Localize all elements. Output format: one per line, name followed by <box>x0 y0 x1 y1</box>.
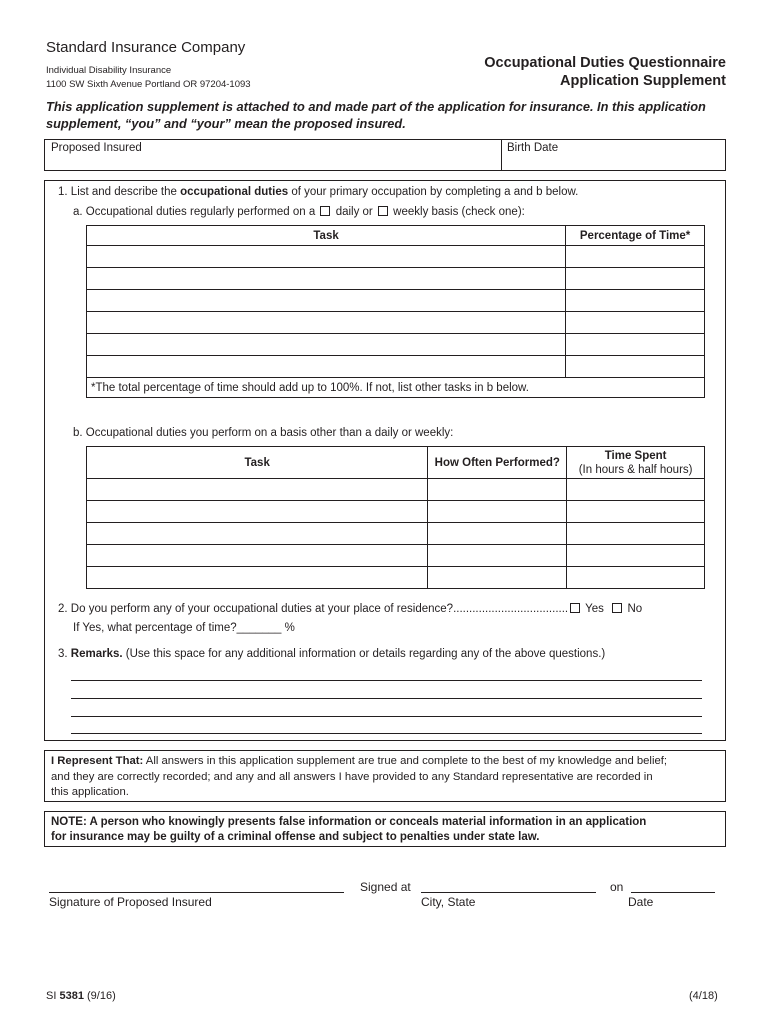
table-a-footnote: *The total percentage of time should add up to 100%. If not, list other tasks in b below. <box>87 378 705 398</box>
q1-text <box>58 186 578 198</box>
task-cell[interactable] <box>87 501 428 523</box>
table-row <box>87 545 705 567</box>
table-row <box>87 290 705 312</box>
remarks-line[interactable] <box>71 680 702 681</box>
q2-number: 2. <box>58 603 68 615</box>
table-row <box>87 501 705 523</box>
task-cell[interactable] <box>87 356 566 378</box>
insured-info-box <box>44 139 726 171</box>
no-checkbox[interactable] <box>612 603 622 613</box>
table-row <box>87 356 705 378</box>
percentage-cell[interactable] <box>566 290 705 312</box>
task-cell[interactable] <box>87 479 428 501</box>
table-row <box>87 523 705 545</box>
note-line-1: NOTE: A person who knowingly presents false information or conceals material information in an application <box>51 816 647 828</box>
daily-checkbox[interactable] <box>320 206 330 216</box>
table-row <box>87 479 705 501</box>
company-name: Standard Insurance Company <box>46 39 246 56</box>
weekly-checkbox[interactable] <box>378 206 388 216</box>
city-state-line[interactable] <box>421 892 596 893</box>
weekly-label: weekly basis (check one): <box>393 206 525 218</box>
task-cell[interactable] <box>87 545 428 567</box>
q1a-text <box>73 206 525 218</box>
form-prefix: SI <box>46 990 57 1002</box>
time-spent-cell[interactable] <box>567 479 705 501</box>
form-subtitle: Application Supplement <box>560 73 726 89</box>
percentage-cell[interactable] <box>566 312 705 334</box>
note-line-2: for insurance may be guilty of a criminal offense and subject to penalties under state law. <box>51 831 540 843</box>
percentage-cell[interactable] <box>566 246 705 268</box>
q2-question: Do you perform any of your occupational duties at your place of residence?.................................... <box>70 603 569 615</box>
q1-text-bold: occupational duties <box>180 186 289 198</box>
task-cell[interactable] <box>87 312 566 334</box>
task-cell[interactable] <box>87 268 566 290</box>
q3-label: Remarks. <box>70 648 123 660</box>
time-spent-cell[interactable] <box>567 523 705 545</box>
q1a-text-pre: a. Occupational duties regularly performed on a <box>73 206 316 218</box>
division-name: Individual Disability Insurance <box>46 65 172 76</box>
remarks-line[interactable] <box>71 733 702 734</box>
percentage-cell[interactable] <box>566 268 705 290</box>
representation-box <box>44 750 726 802</box>
note-text <box>51 815 646 845</box>
representation-line-2: and they are correctly recorded; and any and all answers I have provided to any Standard representative are recorded in <box>51 770 653 783</box>
table-row <box>87 246 705 268</box>
task-cell[interactable] <box>87 290 566 312</box>
intro-statement: This application supplement is attached to and made part of the application for insurance. In this application supplement, “you” and “your” mean the proposed insured. <box>46 99 706 131</box>
table-row <box>87 268 705 290</box>
percentage-cell[interactable] <box>566 356 705 378</box>
form-number <box>46 990 116 1002</box>
q3-text <box>58 648 605 660</box>
time-spent-sublabel: (In hours & half hours) <box>578 463 693 476</box>
how-often-cell[interactable] <box>428 545 567 567</box>
form-date: (9/16) <box>87 990 116 1002</box>
task-cell[interactable] <box>87 567 428 589</box>
q3-number: 3. <box>58 648 68 660</box>
table-row <box>87 312 705 334</box>
date-label: Date <box>628 895 654 909</box>
task-cell[interactable] <box>87 334 566 356</box>
on-label: on <box>610 880 624 894</box>
representation-text <box>51 754 667 801</box>
q1b-text: b. Occupational duties you perform on a basis other than a daily or weekly: <box>73 427 454 439</box>
yes-label: Yes <box>585 603 604 615</box>
signed-at-label: Signed at <box>360 880 411 894</box>
company-address: 1100 SW Sixth Avenue Portland OR 97204-1093 <box>46 79 251 90</box>
table-b-header-how-often: How Often Performed? <box>428 447 567 479</box>
proposed-insured-label: Proposed Insured <box>51 142 142 154</box>
no-label: No <box>627 603 643 615</box>
task-cell[interactable] <box>87 246 566 268</box>
table-b-header-task: Task <box>87 447 428 479</box>
q1-number: 1. <box>58 186 68 198</box>
percentage-cell[interactable] <box>566 334 705 356</box>
city-state-label: City, State <box>421 895 476 909</box>
yes-checkbox[interactable] <box>570 603 580 613</box>
representation-line-1: All answers in this application supplement are true and complete to the best of my knowledge and belief; <box>143 755 668 767</box>
q3-instructions: (Use this space for any additional information or details regarding any of the above questions.) <box>122 648 606 660</box>
birth-date-label: Birth Date <box>507 142 559 154</box>
q1-text-post: of your primary occupation by completing a and b below. <box>288 186 579 198</box>
note-box <box>44 811 726 847</box>
how-often-cell[interactable] <box>428 479 567 501</box>
remarks-line[interactable] <box>71 698 702 699</box>
table-a-header-task: Task <box>87 226 566 246</box>
time-spent-cell[interactable] <box>567 567 705 589</box>
q2-text <box>58 603 642 615</box>
signature-line[interactable] <box>49 892 344 893</box>
how-often-cell[interactable] <box>428 523 567 545</box>
daily-label: daily or <box>335 206 373 218</box>
remarks-line[interactable] <box>71 716 702 717</box>
table-row <box>87 334 705 356</box>
task-cell[interactable] <box>87 523 428 545</box>
time-spent-cell[interactable] <box>567 545 705 567</box>
date-line[interactable] <box>631 892 715 893</box>
field-divider <box>501 140 502 170</box>
q1-text-pre: List and describe the <box>70 186 181 198</box>
table-a <box>86 225 705 398</box>
table-row <box>87 567 705 589</box>
time-spent-label: Time Spent <box>604 449 667 462</box>
table-b-header-time-spent <box>567 447 705 479</box>
revision-date: (4/18) <box>689 990 718 1002</box>
how-often-cell[interactable] <box>428 501 567 523</box>
how-often-cell[interactable] <box>428 567 567 589</box>
time-spent-cell[interactable] <box>567 501 705 523</box>
signature-label: Signature of Proposed Insured <box>49 895 212 909</box>
form-number-value: 5381 <box>59 990 84 1002</box>
table-b <box>86 446 705 589</box>
representation-line-3: this application. <box>51 786 129 798</box>
q2-followup: If Yes, what percentage of time?_______ % <box>73 622 295 634</box>
table-a-header-percentage: Percentage of Time* <box>566 226 705 246</box>
representation-label: I Represent That: <box>51 755 144 767</box>
form-title: Occupational Duties Questionnaire <box>484 55 726 71</box>
